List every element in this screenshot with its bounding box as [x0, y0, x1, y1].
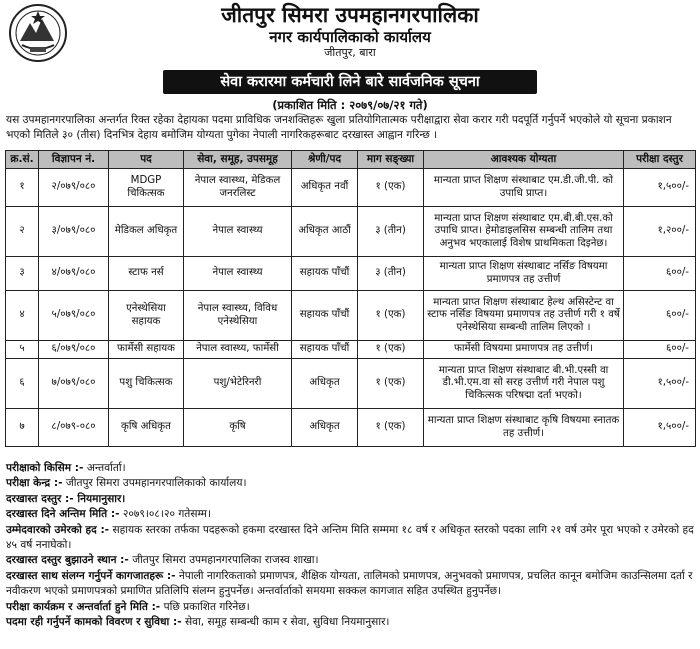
table-cell: अधिकृत आठौं — [292, 207, 358, 257]
table-cell: १ (एक) — [358, 359, 424, 409]
table-cell: ६/०७९/०८० — [39, 341, 109, 359]
note-label: उम्मेदवारको उमेरको हद :- — [6, 523, 110, 536]
note-label: परीक्षाको किसिम :- — [6, 462, 84, 474]
note-item — [6, 507, 696, 522]
table-cell: अधिकृत नवौं — [292, 169, 358, 207]
table-row — [6, 291, 696, 341]
vacancy-table — [5, 150, 696, 447]
table-cell: कृषि — [184, 409, 292, 447]
header-cell: क्र.सं. — [6, 151, 39, 169]
table-cell: सहायक पाँचौं — [292, 341, 358, 359]
table-row — [6, 169, 696, 207]
note-text: जीतपुर सिमरा उपमहानगरपालिका राजस्व शाखा। — [128, 554, 319, 567]
table-cell: ७/०७९/०८० — [39, 359, 109, 409]
table-row — [6, 359, 696, 409]
table-cell: नेपाल स्वास्थ्य, मेडिकल जनरलिस्ट — [184, 169, 292, 207]
notice-details — [6, 461, 696, 630]
note-item — [6, 600, 696, 615]
table-cell: नेपाल स्वास्थ्य, विविध एनेस्थेसिया — [184, 291, 292, 341]
table-cell: अधिकृत — [292, 359, 358, 409]
note-item — [6, 523, 696, 554]
table-cell: ३ (तीन) — [358, 257, 424, 291]
note-item — [6, 615, 696, 630]
table-cell: सहायक पाँचौं — [292, 291, 358, 341]
table-cell: मान्यता प्राप्त शिक्षण संस्थाबाट एम.डी.जी.पी. को उपाधि प्राप्त। — [424, 169, 624, 207]
note-text: अन्तर्वार्ता। — [83, 462, 126, 474]
table-cell: १,५००/- — [624, 169, 696, 207]
table-cell: सहायक पाँचौं — [292, 257, 358, 291]
table-cell: १ (एक) — [358, 341, 424, 359]
note-label: दरखास्त दस्तुर बुझाउने स्थान :- — [6, 554, 129, 567]
table-cell: मेडिकल अधिकृत — [109, 207, 184, 257]
table-cell: ७ — [6, 409, 39, 447]
header-cell: श्रेणी/पद — [292, 151, 358, 169]
table-cell: पशु चिकित्सक — [109, 359, 184, 409]
table-cell: ६००/- — [624, 291, 696, 341]
publication-date: (प्रकाशित मिति : २०७९/०७/२१ गते) — [272, 98, 428, 112]
table-cell: ४ — [6, 291, 39, 341]
table-cell: १,२००/- — [624, 207, 696, 257]
table-cell: नेपाल स्वास्थ्य — [184, 257, 292, 291]
table-cell: १ (एक) — [358, 291, 424, 341]
table-cell: ६००/- — [624, 257, 696, 291]
note-text: सहायक स्तरका तर्फका पदहरूको हकमा दरखास्त दिने अन्तिम मिति सम्ममा १८ वर्ष र अधिकृत स्तरको पदका लागि २१ वर्ष उमेर पूरा भएको र उमेरको हद ४५ वर्ष ननाघेको। — [6, 523, 694, 552]
table-row — [6, 341, 696, 359]
note-item — [6, 569, 696, 600]
table-row — [6, 409, 696, 447]
header-cell: आवश्यक योग्यता — [424, 151, 624, 169]
table-cell: मान्यता प्राप्त शिक्षण संस्थाबाट हेल्थ असिस्टेन्ट वा स्टाफ नर्सिङ विषयमा प्रमाणपत्र तह उत्तीर्ण गरी १ वर्षे एनेस्थेसिया सम्बन्धी तालिम लिएको । — [424, 291, 624, 341]
table-cell: अधिकृत — [292, 409, 358, 447]
header — [0, 0, 700, 66]
header-cell: सेवा, समूह, उपसमूह — [184, 151, 292, 169]
note-label: दरखास्त दिने अन्तिम मिति :- — [6, 508, 120, 521]
table-cell: १ (एक) — [358, 409, 424, 447]
table-cell: ५ — [6, 341, 39, 359]
note-text: पछि प्रकाशित गरिनेछ। — [160, 600, 250, 613]
table-cell: मान्यता प्राप्त शिक्षण संस्थाबाट एम.बी.बी.एस.को उपाधि प्राप्त। हेमोडाइलसिस सम्बन्धी तालिम तथा अनुभव भएकालाई विशेष प्राथमिकता दिइनेछ। — [424, 207, 624, 257]
table-cell: १ — [6, 169, 39, 207]
table-cell: २/०७९/०८० — [39, 169, 109, 207]
table-cell: MDGP चिकित्सक — [109, 169, 184, 207]
note-text: जीतपुर सिमरा उपमहानगरपालिकाको कार्यालय। — [62, 477, 247, 490]
table-row — [6, 257, 696, 291]
note-item — [6, 492, 696, 507]
note-label: दरखास्त दस्तुर :- नियमानुसार। — [6, 492, 126, 505]
note-item — [6, 553, 696, 568]
header-subtitle: नगर कार्यपालिकाको कार्यालय — [269, 28, 431, 46]
table-cell: ६००/- — [624, 341, 696, 359]
note-label: परीक्षा केन्द्र :- — [6, 477, 63, 490]
table-cell: ३ (तीन) — [358, 207, 424, 257]
note-item — [6, 461, 696, 476]
table-cell: मान्यता प्राप्त शिक्षण संस्थाबाट नर्सिङ विषयमा प्रमाणपत्र तह उत्तीर्ण — [424, 257, 624, 291]
note-text: सेवा, समूह सम्बन्धी काम र सेवा, सुविधा नियमानुसार। — [181, 616, 390, 629]
table-cell: २ — [6, 207, 39, 257]
table-cell: फार्मेसी सहायक — [109, 341, 184, 359]
table-cell: ५/०७९/०८० — [39, 291, 109, 341]
header-title: जीतपुर सिमरा उपमहानगरपालिका — [221, 3, 479, 27]
table-cell: स्टाफ नर्स — [109, 257, 184, 291]
notice-intro: यस उपमहानगरपालिका अन्तर्गत रिक्त रहेका देहायका पदमा प्राविधिक जनशक्तिहरू खुला प्रतियोगितात्मक परीक्षाद्वारा सेवा करार गरी पदपूर्ति गर्नुपर्ने भएकोले यो सूचना प्रकाशन भएको मितिले ३० (तीस) दिनभित्र देहाय बमोजिम योग्यता पुगेका नेपाली नागरिकहरूबाट दरखास्त आह्वान गरिन्छ । — [6, 114, 672, 141]
note-item — [6, 476, 696, 491]
table-cell: ८/०७९-०८० — [39, 409, 109, 447]
notice-banner: सेवा करारमा कर्मचारी लिने बारे सार्वजनिक सूचना — [163, 70, 537, 94]
header-cell: पद — [109, 151, 184, 169]
note-text: नेपाली नागरिकताको प्रमाणपत्र, शैक्षिक योग्यता, तालिमको प्रमाणपत्र, अनुभवको प्रमाणपत्र, प्रचलित कानून बमोजिम काउन्सिलमा दर्ता र नवीकरण भएको प्रमाणपत्रको प्रमाणित प्रतिलिपि संलग्न हुनुपर्नेछ। अन्तर्वार्ताको समयमा सक्कल कागजात सहित उपस्थित हुनुपर्नेछ। — [6, 569, 693, 598]
table-cell: १,५००/- — [624, 409, 696, 447]
table-cell: ३ — [6, 257, 39, 291]
table-cell: नेपाल स्वास्थ्य — [184, 207, 292, 257]
table-cell: ६ — [6, 359, 39, 409]
table-cell: पशु/भेटेरिनरी — [184, 359, 292, 409]
header-cell: माग सङ्ख्या — [358, 151, 424, 169]
header-location: जीतपुर, बारा — [324, 46, 376, 59]
note-text: २०७९।०८।२० गतेसम्म। — [119, 508, 212, 521]
table-row — [6, 207, 696, 257]
table-cell: कृषि अधिकृत — [109, 409, 184, 447]
table-cell: ४/०७९/०८० — [39, 257, 109, 291]
table-cell: नेपाल स्वास्थ्य, फार्मेसी — [184, 341, 292, 359]
table-cell: मान्यता प्राप्त शिक्षण संस्थाबाट बी.भी.एस्सी वा डी.भी.एम.वा सो सरह उत्तीर्ण गरी नेपाल पशु चिकित्सक परिषद्मा दर्ता भएको। — [424, 359, 624, 409]
header-cell: विज्ञापन नं. — [39, 151, 109, 169]
table-cell: १ (एक) — [358, 169, 424, 207]
table-cell: एनेस्थेसिया सहायक — [109, 291, 184, 341]
table-cell: फार्मेसी विषयमा प्रमाणपत्र तह उत्तीर्ण। — [424, 341, 624, 359]
header-cell: परीक्षा दस्तुर — [624, 151, 696, 169]
note-label: पदमा रही गर्नुपर्ने कामको विवरण र सुविधा :- — [6, 616, 182, 629]
table-cell: १,५००/- — [624, 359, 696, 409]
table-header-row — [6, 151, 696, 169]
table-cell: मान्यता प्राप्त शिक्षण संस्थाबाट कृषि विषयमा स्नातक तह उत्तीर्ण। — [424, 409, 624, 447]
note-label: परीक्षा कार्यक्रम र अन्तर्वार्ता हुने मिति :- — [6, 600, 161, 613]
table-cell: ३/०७९/०८० — [39, 207, 109, 257]
note-label: दरखास्त साथ संलग्न गर्नुपर्ने कागजातहरू :- — [6, 569, 176, 582]
